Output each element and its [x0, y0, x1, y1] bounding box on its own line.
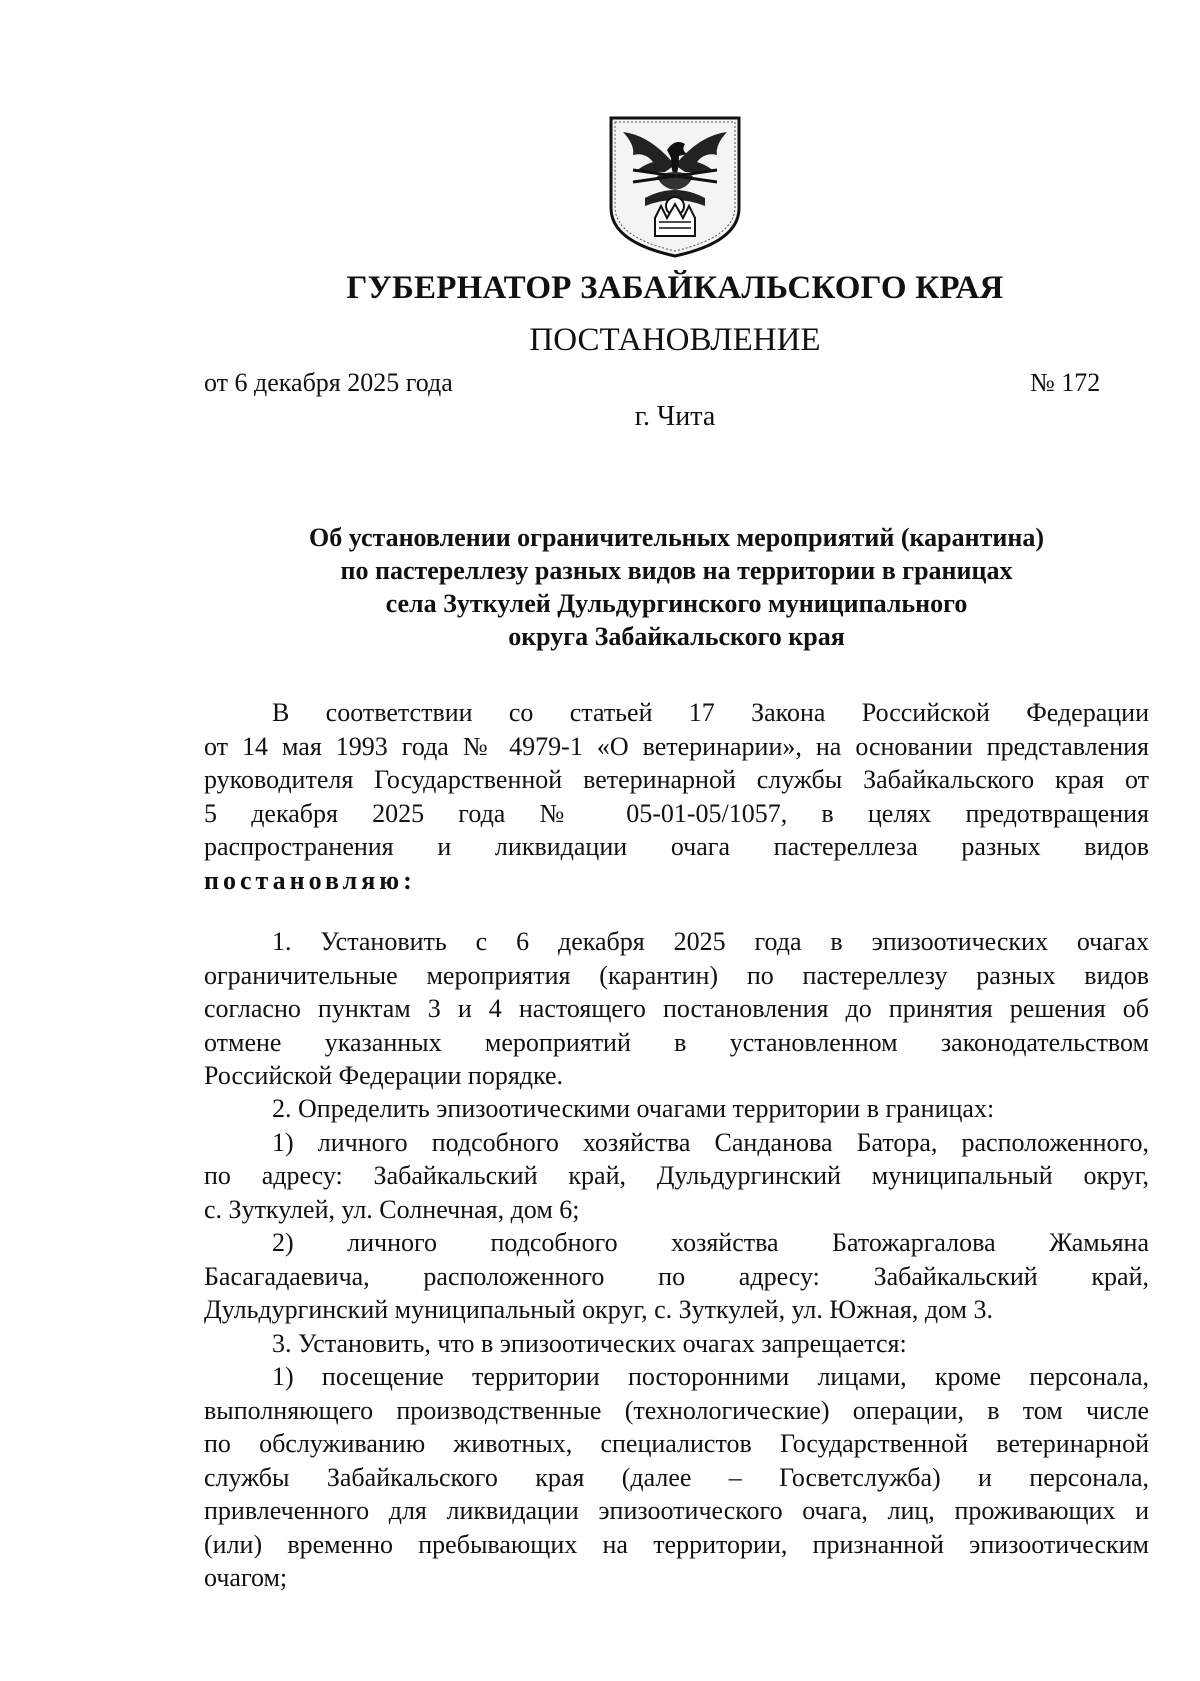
body-line: по обслуживанию животных, специалистов Государственной ветеринарной	[204, 1429, 1149, 1458]
body-line: 1. Установить с 6 декабря 2025 года в эпизоотических очагах	[272, 927, 1149, 956]
preamble-paragraph	[204, 696, 1149, 897]
heading-line: округа Забайкальского края	[508, 622, 845, 651]
document-heading	[204, 521, 1149, 653]
body-line: 5 декабря 2025 года № 05-01-05/1057, в целях предотвращения	[204, 798, 1149, 828]
body-line: В соответствии со статьей 17 Закона Российской Федерации	[272, 698, 1149, 727]
body-line: с. Зуткулей, ул. Солнечная, дом 6;	[204, 1194, 580, 1224]
heading-line: села Зуткулей Дульдургинского муниципального	[385, 589, 968, 618]
body-line: по адресу: Забайкальский край, Дульдургинский муниципальный округ,	[204, 1161, 1149, 1190]
document-city: г. Чита	[634, 401, 716, 432]
body-line: выполняющего производственные (технологические) операции, в том числе	[204, 1395, 1149, 1425]
body-line: 2) личного подсобного хозяйства Батожаргалова Жамьяна	[272, 1228, 1149, 1257]
body-line: 1) посещение территории посторонними лицами, кроме персонала,	[272, 1362, 1149, 1391]
coat-of-arms-emblem	[605, 110, 745, 260]
document-number: № 172	[1030, 368, 1101, 397]
body-line: 2. Определить эпизоотическими очагами территории в границах:	[272, 1094, 995, 1123]
body-line: Басагадаевича, расположенного по адресу: Забайкальский край,	[204, 1261, 1149, 1291]
body-line: службы Забайкальского края (далее – Госветслужба) и персонала,	[204, 1462, 1149, 1492]
body-line: руководителя Государственной ветеринарной службы Забайкальского края от	[204, 765, 1149, 794]
item-2-section	[204, 1092, 1149, 1595]
authority-title: ГУБЕРНАТОР ЗАБАЙКАЛЬСКОГО КРАЯ	[346, 270, 1004, 306]
document-date: от 6 декабря 2025 года	[204, 368, 453, 397]
item-1-paragraph	[204, 925, 1149, 1093]
body-line: отмене указанных мероприятий в установленном законодательством	[204, 1027, 1149, 1057]
body-line: очагом;	[204, 1563, 288, 1592]
heading-line: по пастереллезу разных видов на территории в границах	[340, 556, 1013, 585]
body-line: ограничительные мероприятия (карантин) по пастереллезу разных видов	[204, 960, 1149, 990]
body-line: Российской Федерации порядке.	[204, 1061, 564, 1090]
body-line: Дульдургинский муниципальный округ, с. Зуткулей, ул. Южная, дом 3.	[204, 1295, 994, 1324]
body-line: 1) личного подсобного хозяйства Санданова Батора, расположенного,	[272, 1127, 1149, 1157]
body-line: от 14 мая 1993 года № 4979-1 «О ветеринарии», на основании представления	[204, 731, 1149, 761]
heading-line: Об установлении ограничительных мероприятий (карантина)	[309, 523, 1044, 552]
body-line: 3. Установить, что в эпизоотических очагах запрещается:	[272, 1328, 907, 1358]
eagle-shield-icon	[605, 110, 745, 260]
body-line: согласно пунктам 3 и 4 настоящего постановления до принятия решения об	[204, 994, 1149, 1023]
body-line: (или) временно пребывающих на территории, признанной эпизоотическим	[204, 1529, 1149, 1559]
resolution-word: постановляю:	[204, 865, 416, 895]
body-line: распространения и ликвидации очага пастереллеза разных видов	[204, 832, 1149, 861]
body-line: привлеченного для ликвидации эпизоотического очага, лиц, проживающих и	[204, 1496, 1149, 1525]
document-type: ПОСТАНОВЛЕНИЕ	[529, 322, 821, 358]
